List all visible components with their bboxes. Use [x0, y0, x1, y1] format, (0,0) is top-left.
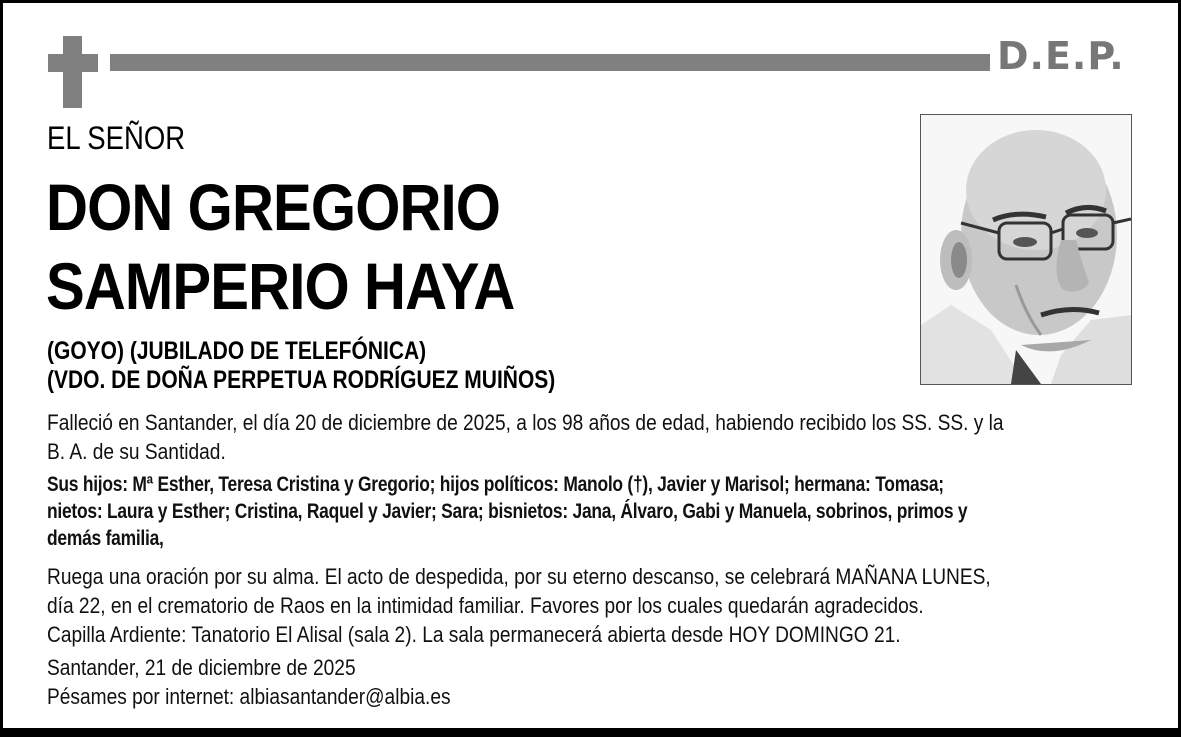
dep-label: D.E.P.: [997, 34, 1125, 78]
subtitle-line-2: (VDO. DE DOÑA PERPETUA RODRÍGUEZ MUIÑOS): [47, 366, 556, 394]
portrait-image: [921, 115, 1131, 384]
cross-icon: [63, 36, 82, 108]
honorific: EL SEÑOR: [47, 120, 186, 156]
portrait-photo: [920, 114, 1132, 385]
family-list: [47, 471, 967, 552]
ceremony-details: [47, 562, 991, 649]
text-line: día 22, en el crematorio de Raos en la intimidad familiar. Favores por los cuales quedarán agradecidos.: [47, 593, 924, 618]
name-line-1: DON GREGORIO: [46, 170, 501, 244]
text-line: Capilla Ardiente: Tanatorio El Alisal (sala 2). La sala permanecerá abierta desde HOY DOMINGO 21.: [47, 622, 901, 647]
text-line: B. A. de su Santidad.: [47, 439, 226, 464]
name-line-2: SAMPERIO HAYA: [46, 249, 515, 323]
text-line: Sus hijos: Mª Esther, Teresa Cristina y Gregorio; hijos políticos: Manolo (†), Javier y Marisol; hermana: Tomasa;: [47, 473, 944, 496]
cross-icon-arm: [48, 54, 98, 72]
subtitle: [47, 337, 555, 395]
text-line: Falleció en Santander, el día 20 de diciembre de 2025, a los 98 años de edad, habiendo recibido los SS. SS. y la: [47, 410, 1004, 435]
text-line: Ruega una oración por su alma. El acto de despedida, por su eterno descanso, se celebrará MAÑANA LUNES,: [47, 564, 991, 589]
place-date: Santander, 21 de diciembre de 2025: [47, 655, 356, 680]
death-notice: [47, 408, 1004, 466]
condolences-email: Pésames por internet: albiasantander@albia.es: [47, 684, 451, 709]
text-line: demás familia,: [47, 527, 164, 550]
subtitle-line-1: (GOYO) (JUBILADO DE TELEFÓNICA): [47, 337, 427, 365]
footer-info: [47, 653, 451, 711]
deceased-name: [46, 168, 514, 326]
header-rule: [110, 54, 990, 71]
text-line: nietos: Laura y Esther; Cristina, Raquel y Javier; Sara; bisnietos: Jana, Álvaro, Gabi y Manuela, sobrinos, primos y: [47, 500, 968, 523]
